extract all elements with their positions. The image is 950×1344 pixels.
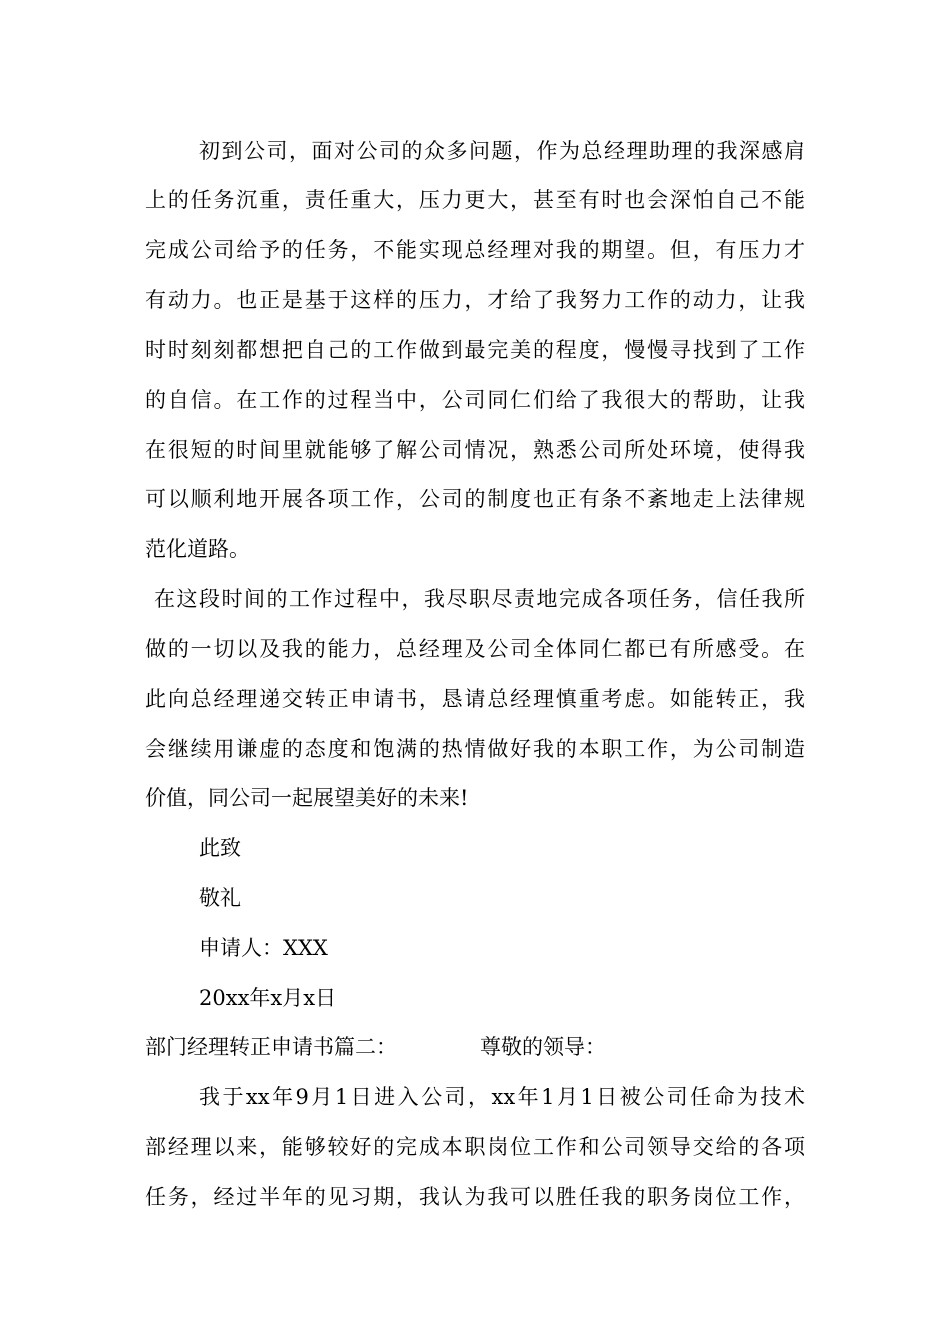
- paragraph-1-line-3: 完成公司给予的任务，不能实现总经理对我的期望。但，有压力才: [145, 238, 805, 262]
- paragraph-3-line-1: 我于xx年9月1日进入公司，xx年1月1日被公司任命为技术: [199, 1085, 805, 1109]
- paragraph-1-line-2: 上的任务沉重，责任重大，压力更大，甚至有时也会深怕自己不能: [145, 188, 805, 212]
- paragraph-1-line-9: 范化道路。: [145, 537, 250, 561]
- applicant-signature: 申请人：XXX: [199, 936, 328, 960]
- closing-regards: 敬礼: [199, 886, 241, 910]
- paragraph-2-line-2: 做的一切以及我的能力，总经理及公司全体同仁都已有所感受。在: [145, 637, 805, 661]
- section-2-title: 部门经理转正申请书篇二：: [145, 1035, 397, 1059]
- paragraph-1-line-5: 时时刻刻都想把自己的工作做到最完美的程度，慢慢寻找到了工作: [145, 338, 805, 362]
- paragraph-2-line-1: 在这段时间的工作过程中，我尽职尽责地完成各项任务，信任我所: [154, 587, 805, 611]
- section-2-greeting: 尊敬的领导：: [480, 1035, 606, 1059]
- paragraph-1-line-8: 可以顺利地开展各项工作，公司的制度也正有条不紊地走上法律规: [145, 487, 805, 511]
- paragraph-1-line-6: 的自信。在工作的过程当中，公司同仁们给了我很大的帮助，让我: [145, 388, 805, 412]
- paragraph-3-line-2: 部经理以来，能够较好的完成本职岗位工作和公司领导交给的各项: [145, 1135, 805, 1159]
- closing-salutation: 此致: [199, 836, 241, 860]
- paragraph-1-line-1: 初到公司，面对公司的众多问题，作为总经理助理的我深感肩: [199, 139, 805, 163]
- paragraph-1-line-4: 有动力。也正是基于这样的压力，才给了我努力工作的动力，让我: [145, 288, 805, 312]
- paragraph-2-line-3: 此向总经理递交转正申请书，恳请总经理慎重考虑。如能转正，我: [145, 687, 805, 711]
- paragraph-1-line-7: 在很短的时间里就能够了解公司情况，熟悉公司所处环境，使得我: [145, 438, 805, 462]
- paragraph-3-line-3: 任务，经过半年的见习期，我认为我可以胜任我的职务岗位工作，: [145, 1185, 805, 1209]
- paragraph-2-line-4: 会继续用谦虚的态度和饱满的热情做好我的本职工作，为公司制造: [145, 737, 805, 761]
- paragraph-2-line-5: 价值，同公司一起展望美好的未来!: [145, 786, 469, 810]
- application-date: 20xx年x月x日: [199, 986, 337, 1010]
